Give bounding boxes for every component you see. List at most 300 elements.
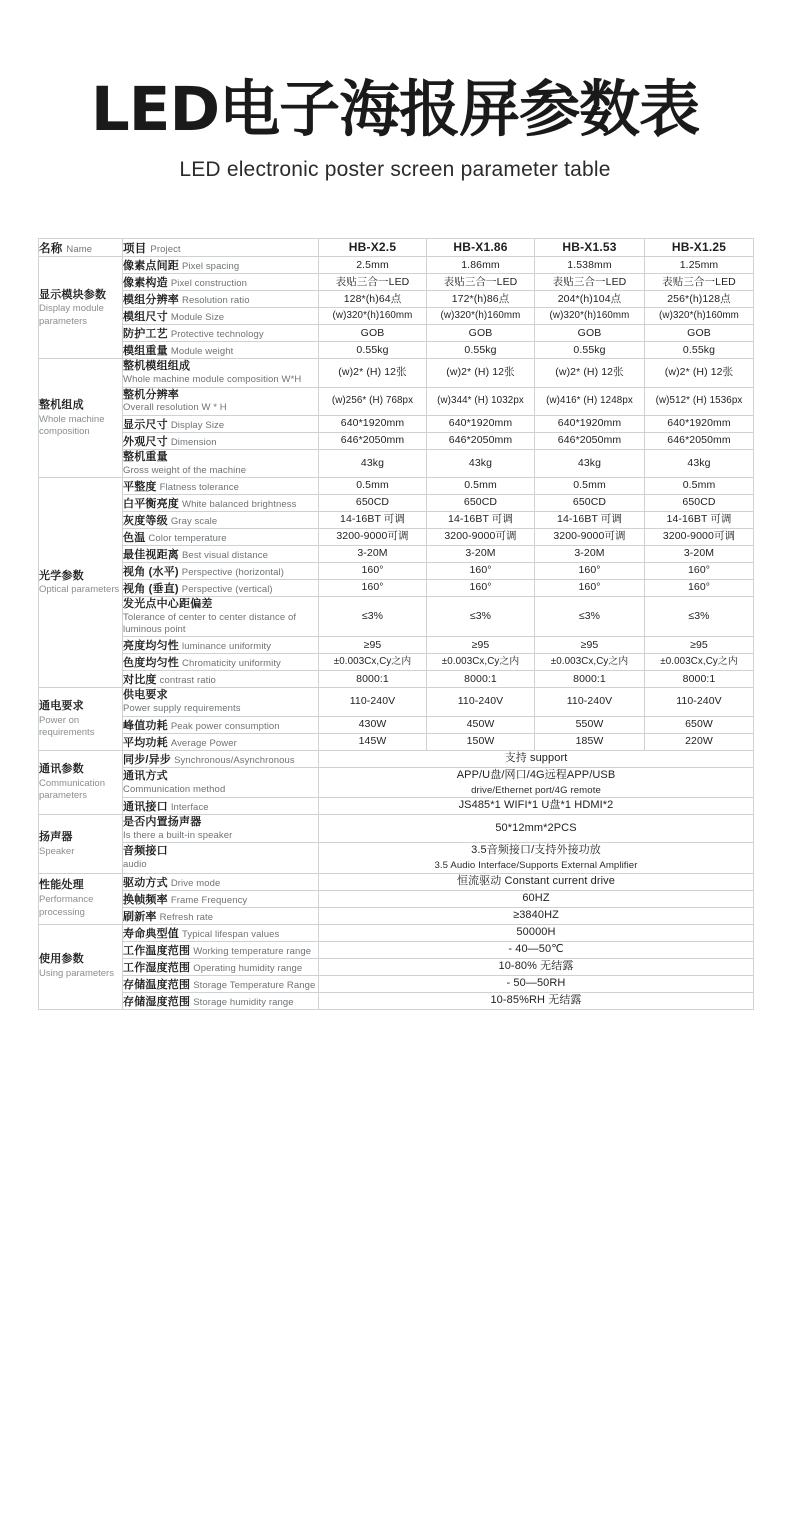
row-item-en: Module Size	[170, 312, 225, 324]
row-value-col-4: GOB	[645, 325, 754, 342]
row-item-label	[123, 415, 319, 432]
row-value-col-1: 0.5mm	[319, 477, 427, 494]
row-item-cn: 换帧频率	[123, 893, 168, 906]
table-row	[39, 750, 754, 767]
table-row	[39, 941, 754, 958]
section-label-4	[39, 688, 123, 750]
row-value-col-3: 表贴三合一LED	[535, 274, 645, 291]
table-row	[39, 767, 754, 797]
table-header-row	[39, 239, 754, 257]
table-row	[39, 432, 754, 449]
row-item-en: Is there a built-in speaker	[123, 829, 233, 841]
row-value-col-4: 160°	[645, 579, 754, 596]
row-item-cn: 最佳视距离	[123, 548, 179, 561]
row-value-col-1: 表贴三合一LED	[319, 274, 427, 291]
row-item-cn: 显示尺寸	[123, 418, 168, 431]
section-label-en: Power on requirements	[39, 714, 95, 738]
section-label-cn: 光学参数	[39, 569, 84, 582]
row-value-col-3: (w)320*(h)160mm	[535, 308, 645, 325]
row-item-en: Dimension	[170, 436, 217, 448]
row-item-label	[123, 890, 319, 907]
section-label-en: Display module parameters	[39, 303, 104, 327]
row-value-col-2: 172*(h)86点	[427, 291, 535, 308]
table-row	[39, 291, 754, 308]
table-row	[39, 733, 754, 750]
row-item-label	[123, 767, 319, 797]
row-value-col-4: 3200-9000可调	[645, 528, 754, 545]
row-item-label	[123, 562, 319, 579]
section-label-8	[39, 924, 123, 1009]
row-item-label	[123, 843, 319, 873]
row-value-col-3: 204*(h)104点	[535, 291, 645, 308]
section-label-en: Communication parameters	[39, 777, 105, 802]
model-column-header-2: HB-X1.86	[427, 239, 535, 257]
row-item-en: Typical lifespan values	[182, 928, 280, 940]
row-value-col-1: ≥95	[319, 637, 427, 654]
merged-value-sub: 3.5 Audio Interface/Supports External Amplifier	[434, 860, 638, 872]
section-label-cn: 使用参数	[39, 953, 84, 966]
row-value-col-4: 650CD	[645, 494, 754, 511]
row-item-en: Tolerance of center to center distance of luminous point	[123, 611, 297, 636]
section-label-en: Whole machine composition	[39, 413, 105, 438]
merged-value-sub: drive/Ethernet port/4G remote	[471, 784, 601, 796]
table-row	[39, 992, 754, 1009]
row-value-col-2: 640*1920mm	[427, 415, 535, 432]
row-item-label	[123, 432, 319, 449]
row-item-cn: 对比度	[123, 674, 157, 687]
row-value-col-1: GOB	[319, 325, 427, 342]
row-item-cn: 像素点间距	[123, 260, 179, 273]
row-item-en: Color temperature	[148, 532, 227, 544]
row-item-cn: 刷新率	[123, 910, 157, 923]
row-item-cn: 视角 (水平)	[123, 565, 179, 578]
section-label-2	[39, 359, 123, 478]
row-item-cn: 色温	[123, 531, 146, 544]
row-item-cn: 模组分辨率	[123, 294, 179, 307]
row-value-merged	[319, 873, 754, 890]
row-value-merged	[319, 975, 754, 992]
row-value-col-1: 650CD	[319, 494, 427, 511]
row-value-col-1: 3-20M	[319, 545, 427, 562]
merged-value-main: 50*12mm*2PCS	[495, 821, 577, 834]
row-item-cn: 存储温度范围	[123, 978, 191, 991]
table-row	[39, 528, 754, 545]
row-value-col-4: 8000:1	[645, 671, 754, 688]
row-item-en: Drive mode	[170, 877, 221, 889]
row-value-col-1: 646*2050mm	[319, 432, 427, 449]
row-item-label	[123, 449, 319, 477]
row-item-cn: 外观尺寸	[123, 435, 168, 448]
row-value-merged	[319, 890, 754, 907]
table-row	[39, 415, 754, 432]
row-value-col-2: 160°	[427, 579, 535, 596]
row-item-en: Perspective (vertical)	[181, 583, 273, 595]
row-value-col-4: (w)2* (H) 12张	[645, 359, 754, 387]
table-row	[39, 907, 754, 924]
row-item-en: Pixel spacing	[182, 261, 240, 273]
row-item-en: Storage humidity range	[193, 996, 294, 1008]
header-project-cn: 项目	[123, 242, 147, 255]
header-name-cn: 名称	[39, 242, 63, 255]
row-value-merged	[319, 924, 754, 941]
row-item-label	[123, 907, 319, 924]
section-label-en: Performance processing	[39, 894, 94, 918]
row-value-col-2: 1.86mm	[427, 257, 535, 274]
table-row	[39, 654, 754, 671]
row-item-cn: 平整度	[123, 480, 157, 493]
row-value-col-1: 2.5mm	[319, 257, 427, 274]
row-value-merged	[319, 992, 754, 1009]
table-row	[39, 387, 754, 415]
row-item-cn: 整机重量	[123, 450, 168, 463]
row-item-label	[123, 975, 319, 992]
merged-value-main: 50000H	[516, 925, 556, 938]
row-value-merged	[319, 798, 754, 815]
row-value-col-3: ≤3%	[535, 596, 645, 637]
table-row	[39, 545, 754, 562]
row-item-en: Best visual distance	[182, 549, 268, 561]
table-row	[39, 671, 754, 688]
row-value-col-2: 0.55kg	[427, 342, 535, 359]
row-item-label	[123, 733, 319, 750]
merged-value-main: 10-85%RH 无结露	[490, 993, 582, 1006]
row-item-label	[123, 308, 319, 325]
row-value-col-1: 110-240V	[319, 688, 427, 716]
row-value-col-3: ≥95	[535, 637, 645, 654]
table-row	[39, 579, 754, 596]
section-label-cn: 扬声器	[39, 830, 73, 843]
row-value-merged	[319, 815, 754, 843]
row-value-col-2: ≥95	[427, 637, 535, 654]
row-value-col-2: (w)320*(h)160mm	[427, 308, 535, 325]
row-value-col-3: (w)416* (H) 1248px	[535, 387, 645, 415]
row-value-col-3: 646*2050mm	[535, 432, 645, 449]
row-value-col-1: 430W	[319, 716, 427, 733]
row-item-cn: 模组重量	[123, 345, 168, 358]
row-item-en: Gross weight of the machine	[123, 464, 247, 476]
table-row	[39, 815, 754, 843]
row-value-col-2: 3-20M	[427, 545, 535, 562]
section-label-5	[39, 750, 123, 814]
row-value-col-1: 160°	[319, 579, 427, 596]
row-value-col-2: 150W	[427, 733, 535, 750]
row-item-cn: 工作湿度范围	[123, 961, 191, 974]
section-label-cn: 显示模块参数	[39, 288, 107, 301]
table-row	[39, 359, 754, 387]
row-value-col-4: 256*(h)128点	[645, 291, 754, 308]
table-row	[39, 637, 754, 654]
row-value-col-3: 3-20M	[535, 545, 645, 562]
row-value-col-4: ≤3%	[645, 596, 754, 637]
row-value-col-3: 8000:1	[535, 671, 645, 688]
row-item-label	[123, 992, 319, 1009]
row-value-col-1: 3200-9000可调	[319, 528, 427, 545]
row-item-cn: 色度均匀性	[123, 657, 179, 670]
row-item-cn: 音频接口	[123, 845, 168, 858]
merged-value-main: 3.5音频接口/支持外接功放	[471, 844, 601, 857]
model-column-header-1: HB-X2.5	[319, 239, 427, 257]
row-value-col-2: ±0.003Cx,Cy之内	[427, 654, 535, 671]
table-row	[39, 257, 754, 274]
row-value-col-1: (w)256* (H) 768px	[319, 387, 427, 415]
row-value-col-2: 14-16BT 可调	[427, 511, 535, 528]
table-row	[39, 308, 754, 325]
row-item-cn: 驱动方式	[123, 876, 168, 889]
table-row	[39, 494, 754, 511]
header-name-cell	[39, 239, 123, 257]
model-column-header-4: HB-X1.25	[645, 239, 754, 257]
row-value-col-4: 43kg	[645, 449, 754, 477]
row-item-en: Gray scale	[170, 515, 218, 527]
row-value-col-4: 表贴三合一LED	[645, 274, 754, 291]
table-row	[39, 890, 754, 907]
row-item-label	[123, 688, 319, 716]
row-item-label	[123, 579, 319, 596]
row-item-label	[123, 359, 319, 387]
row-item-label	[123, 274, 319, 291]
row-value-col-3: (w)2* (H) 12张	[535, 359, 645, 387]
row-value-col-2: GOB	[427, 325, 535, 342]
row-value-col-3: 43kg	[535, 449, 645, 477]
model-column-header-3: HB-X1.53	[535, 239, 645, 257]
row-item-label	[123, 528, 319, 545]
table-row	[39, 274, 754, 291]
table-row	[39, 873, 754, 890]
row-item-en: audio	[123, 859, 147, 871]
row-item-en: luminance uniformity	[182, 641, 272, 653]
row-item-en: contrast ratio	[159, 675, 216, 687]
table-row	[39, 342, 754, 359]
row-value-col-4: 640*1920mm	[645, 415, 754, 432]
merged-value-main: - 50—50RH	[506, 976, 566, 989]
row-value-col-2: 650CD	[427, 494, 535, 511]
merged-value-main: 恒流驱动 Constant current drive	[457, 874, 615, 887]
row-item-label	[123, 291, 319, 308]
row-item-en: Refresh rate	[159, 911, 214, 923]
row-value-merged	[319, 941, 754, 958]
row-item-en: Resolution ratio	[182, 295, 250, 307]
row-value-col-4: 160°	[645, 562, 754, 579]
section-label-3	[39, 477, 123, 688]
row-item-cn: 平均功耗	[123, 736, 168, 749]
row-item-label	[123, 716, 319, 733]
row-value-col-3: 640*1920mm	[535, 415, 645, 432]
row-value-col-2: 3200-9000可调	[427, 528, 535, 545]
table-row	[39, 843, 754, 873]
table-row	[39, 449, 754, 477]
row-value-col-1: (w)2* (H) 12张	[319, 359, 427, 387]
row-item-label	[123, 494, 319, 511]
row-value-col-1: 0.55kg	[319, 342, 427, 359]
row-item-label	[123, 958, 319, 975]
row-item-cn: 存储湿度范围	[123, 995, 191, 1008]
row-value-col-2: (w)344* (H) 1032px	[427, 387, 535, 415]
page-header	[0, 0, 790, 182]
row-item-cn: 视角 (垂直)	[123, 582, 179, 595]
row-item-en: Average Power	[170, 737, 237, 749]
row-item-en: Synchronous/Asynchronous	[174, 754, 295, 766]
section-label-en: Using parameters	[39, 968, 114, 980]
row-value-col-2: ≤3%	[427, 596, 535, 637]
table-row	[39, 975, 754, 992]
row-value-col-1: 145W	[319, 733, 427, 750]
row-item-en: Working temperature range	[193, 945, 312, 957]
row-value-col-1: 43kg	[319, 449, 427, 477]
row-value-col-3: 14-16BT 可调	[535, 511, 645, 528]
row-item-cn: 防护工艺	[123, 328, 168, 341]
row-value-merged	[319, 958, 754, 975]
row-value-col-3: 650CD	[535, 494, 645, 511]
row-value-merged	[319, 843, 754, 873]
row-value-col-4: 1.25mm	[645, 257, 754, 274]
row-item-cn: 亮度均匀性	[123, 640, 179, 653]
row-value-col-4: (w)320*(h)160mm	[645, 308, 754, 325]
page-subtitle: LED electronic poster screen parameter table	[179, 158, 611, 182]
row-item-label	[123, 941, 319, 958]
row-item-en: Whole machine module composition W*H	[123, 374, 302, 386]
row-item-label	[123, 798, 319, 815]
row-value-col-3: ±0.003Cx,Cy之内	[535, 654, 645, 671]
row-item-en: Protective technology	[170, 329, 264, 341]
row-item-cn: 是否内置扬声器	[123, 816, 202, 829]
row-item-cn: 供电要求	[123, 689, 168, 702]
row-item-en: White balanced brightness	[182, 498, 297, 510]
row-item-en: Communication method	[123, 783, 226, 795]
row-item-cn: 峰值功耗	[123, 719, 168, 732]
row-item-label	[123, 257, 319, 274]
section-label-en: Optical parameters	[39, 584, 120, 596]
row-value-col-3: 110-240V	[535, 688, 645, 716]
row-item-label	[123, 387, 319, 415]
table-row	[39, 688, 754, 716]
row-value-col-3: 185W	[535, 733, 645, 750]
table-row	[39, 325, 754, 342]
row-value-col-1: 160°	[319, 562, 427, 579]
row-item-label	[123, 815, 319, 843]
row-item-cn: 发光点中心距偏差	[123, 597, 213, 610]
row-item-en: Peak power consumption	[170, 720, 280, 732]
table-row	[39, 511, 754, 528]
row-value-col-1: 14-16BT 可调	[319, 511, 427, 528]
row-item-en: Storage Temperature Range	[193, 979, 316, 991]
merged-value-main: JS485*1 WIFI*1 U盘*1 HDMI*2	[458, 799, 614, 812]
row-value-col-2: 43kg	[427, 449, 535, 477]
section-label-en: Speaker	[39, 845, 75, 857]
header-name-en: Name	[66, 243, 93, 255]
section-label-cn: 通讯参数	[39, 763, 84, 776]
row-item-label	[123, 325, 319, 342]
row-item-label	[123, 750, 319, 767]
spec-table-container	[38, 238, 753, 1010]
row-item-cn: 工作温度范围	[123, 944, 191, 957]
row-value-col-4: 646*2050mm	[645, 432, 754, 449]
row-item-en: Flatness tolerance	[159, 481, 240, 493]
table-row	[39, 477, 754, 494]
row-item-label	[123, 511, 319, 528]
row-item-en: Operating humidity range	[193, 962, 303, 974]
row-value-col-4: 14-16BT 可调	[645, 511, 754, 528]
row-value-col-2: 160°	[427, 562, 535, 579]
row-value-merged	[319, 907, 754, 924]
row-item-label	[123, 924, 319, 941]
row-item-label	[123, 596, 319, 637]
merged-value-main: 支持 support	[504, 751, 568, 764]
merged-value-main: APP/U盘/网口/4G远程APP/USB	[456, 768, 616, 781]
row-value-col-1: 640*1920mm	[319, 415, 427, 432]
page-title: LED电子海报屏参数表	[90, 74, 700, 145]
row-value-col-2: 110-240V	[427, 688, 535, 716]
table-row	[39, 716, 754, 733]
row-value-col-4: 650W	[645, 716, 754, 733]
row-item-label	[123, 545, 319, 562]
section-label-1	[39, 257, 123, 359]
row-value-col-3: 160°	[535, 562, 645, 579]
row-value-col-1: 8000:1	[319, 671, 427, 688]
row-value-col-3: 3200-9000可调	[535, 528, 645, 545]
row-value-col-4: ≥95	[645, 637, 754, 654]
merged-value-main: 10-80% 无结露	[498, 959, 574, 972]
row-item-cn: 白平衡亮度	[123, 497, 179, 510]
table-row	[39, 596, 754, 637]
row-item-en: Pixel construction	[170, 278, 248, 290]
row-value-col-1: (w)320*(h)160mm	[319, 308, 427, 325]
table-row	[39, 562, 754, 579]
row-item-cn: 通讯方式	[123, 769, 168, 782]
row-item-label	[123, 873, 319, 890]
row-item-label	[123, 477, 319, 494]
row-item-cn: 整机模组组成	[123, 360, 191, 373]
row-item-en: Power supply requirements	[123, 703, 241, 715]
table-row	[39, 924, 754, 941]
row-value-merged	[319, 750, 754, 767]
row-value-col-4: ±0.003Cx,Cy之内	[645, 654, 754, 671]
row-value-col-1: ≤3%	[319, 596, 427, 637]
row-item-en: Display Size	[170, 419, 225, 431]
row-value-col-4: 110-240V	[645, 688, 754, 716]
row-value-col-2: 0.5mm	[427, 477, 535, 494]
row-item-label	[123, 637, 319, 654]
row-value-col-2: 450W	[427, 716, 535, 733]
row-item-en: Chromaticity uniformity	[182, 658, 281, 670]
row-item-cn: 整机分辨率	[123, 388, 179, 401]
merged-value-main: 60HZ	[522, 891, 550, 904]
merged-value-main: ≥3840HZ	[513, 908, 559, 921]
row-value-col-2: 8000:1	[427, 671, 535, 688]
section-label-7	[39, 873, 123, 924]
row-item-cn: 像素构造	[123, 277, 168, 290]
header-project-cell	[123, 239, 319, 257]
row-item-label	[123, 671, 319, 688]
row-item-label	[123, 342, 319, 359]
row-item-en: Frame Frequency	[170, 894, 248, 906]
row-item-label	[123, 654, 319, 671]
row-item-cn: 同步/异步	[123, 753, 172, 766]
row-value-col-4: 220W	[645, 733, 754, 750]
row-item-en: Module weight	[170, 346, 234, 358]
row-item-en: Perspective (horizontal)	[181, 566, 284, 578]
row-value-col-4: 3-20M	[645, 545, 754, 562]
row-value-col-4: 0.55kg	[645, 342, 754, 359]
section-label-cn: 性能处理	[39, 879, 84, 892]
row-value-col-3: 0.55kg	[535, 342, 645, 359]
table-row	[39, 958, 754, 975]
row-value-col-1: 128*(h)64点	[319, 291, 427, 308]
row-value-col-4: 0.5mm	[645, 477, 754, 494]
row-item-en: Overall resolution W * H	[123, 402, 227, 414]
row-value-col-3: 1.538mm	[535, 257, 645, 274]
header-project-en: Project	[150, 243, 181, 255]
row-item-cn: 灰度等级	[123, 514, 168, 527]
